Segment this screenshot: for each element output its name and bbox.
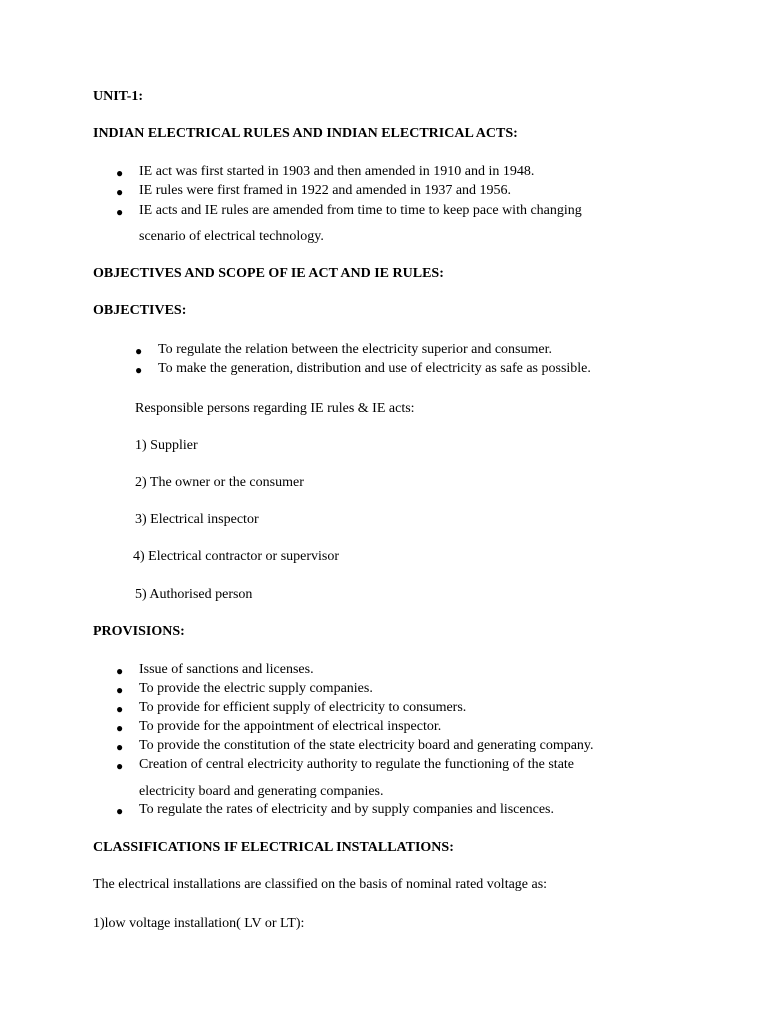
provision-6-continuation: electricity board and generating companies. xyxy=(139,784,384,799)
objectives-scope-heading: OBJECTIVES AND SCOPE OF IE ACT AND IE RULES: xyxy=(93,266,444,281)
responsible-person-5: 5) Authorised person xyxy=(135,587,253,602)
provision-1: Issue of sanctions and licenses. xyxy=(139,662,314,677)
provision-5: To provide the constitution of the state electricity board and generating company. xyxy=(139,738,594,753)
provision-7: To regulate the rates of electricity and by supply companies and liscences. xyxy=(139,802,554,817)
responsible-person-4: 4) Electrical contractor or supervisor xyxy=(133,549,340,564)
classification-item-1: 1)low voltage installation( LV or LT): xyxy=(93,916,305,931)
history-bullet-3-continuation: scenario of electrical technology. xyxy=(139,229,324,244)
objective-1: To regulate the relation between the electricity superior and consumer. xyxy=(158,342,552,357)
classifications-heading: CLASSIFICATIONS IF ELECTRICAL INSTALLATIONS: xyxy=(93,840,454,855)
section-title: INDIAN ELECTRICAL RULES AND INDIAN ELECTRICAL ACTS: xyxy=(93,126,518,141)
bullet-icon: ● xyxy=(135,363,143,377)
bullet-icon: ● xyxy=(116,702,124,716)
bullet-icon: ● xyxy=(116,759,124,773)
history-bullet-3: IE acts and IE rules are amended from time to time to keep pace with changing xyxy=(139,203,582,218)
bullet-icon: ● xyxy=(116,804,124,818)
objective-2: To make the generation, distribution and use of electricity as safe as possible. xyxy=(158,361,591,376)
bullet-icon: ● xyxy=(116,166,124,180)
classification-intro: The electrical installations are classified on the basis of nominal rated voltage as: xyxy=(93,877,548,892)
provisions-heading: PROVISIONS: xyxy=(93,624,185,639)
history-bullet-2: IE rules were first framed in 1922 and amended in 1937 and 1956. xyxy=(139,183,512,198)
provision-6: Creation of central electricity authority to regulate the functioning of the state xyxy=(139,757,575,772)
responsible-person-1: 1) Supplier xyxy=(135,438,198,453)
provision-2: To provide the electric supply companies. xyxy=(139,681,373,696)
responsible-person-3: 3) Electrical inspector xyxy=(135,512,259,527)
bullet-icon: ● xyxy=(116,205,124,219)
bullet-icon: ● xyxy=(116,740,124,754)
provision-3: To provide for efficient supply of electricity to consumers. xyxy=(139,700,467,715)
bullet-icon: ● xyxy=(116,683,124,697)
bullet-icon: ● xyxy=(116,721,124,735)
provision-4: To provide for the appointment of electrical inspector. xyxy=(139,719,442,734)
responsible-intro: Responsible persons regarding IE rules & IE acts: xyxy=(135,401,415,416)
objectives-heading: OBJECTIVES: xyxy=(93,303,187,318)
history-bullet-1: IE act was first started in 1903 and then amended in 1910 and in 1948. xyxy=(139,164,535,179)
bullet-icon: ● xyxy=(116,664,124,678)
bullet-icon: ● xyxy=(116,185,124,199)
bullet-icon: ● xyxy=(135,344,143,358)
responsible-person-2: 2) The owner or the consumer xyxy=(135,475,304,490)
unit-heading: UNIT-1: xyxy=(93,89,144,104)
